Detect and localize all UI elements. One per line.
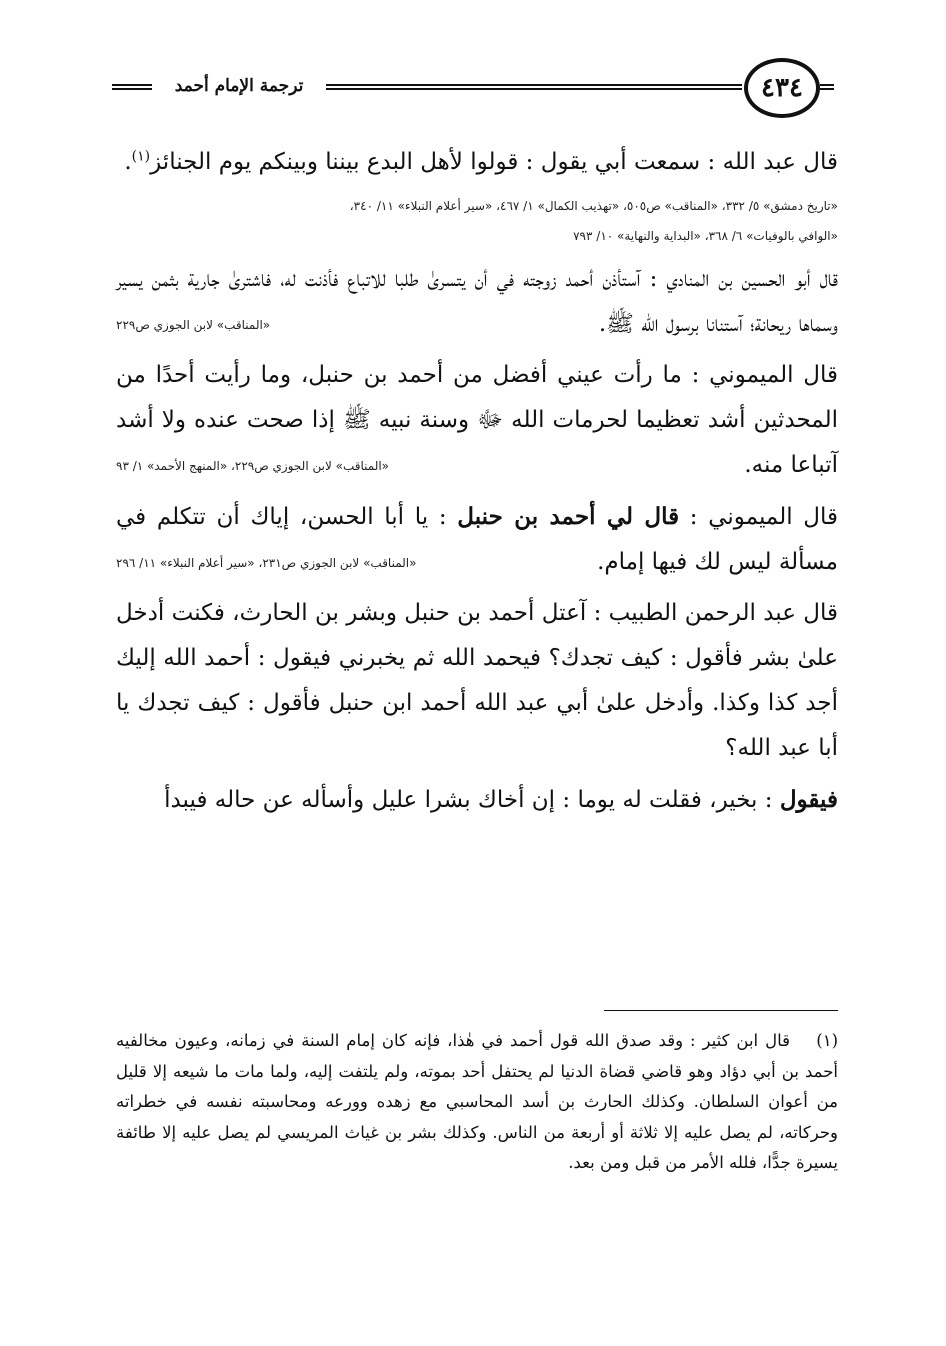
paragraph-text: : بخير، فقلت له يوما : إن أخاك بشرا عليل وأسأله عن حاله فيبدأ — [164, 787, 780, 813]
page-number: ٤٣٤ — [744, 58, 820, 118]
source-citation: «المناقب» لابن الجوزي ص٢٣١، «سير أعلام النبلاء» ١١/ ٢٩٦ — [116, 556, 417, 570]
footnote-number: (١) — [816, 1031, 838, 1050]
paragraph-6 — [116, 777, 838, 823]
paragraph-2 — [116, 257, 838, 347]
source-citation-block — [116, 191, 838, 251]
paragraph-text: قال الميموني : ما رأت عيني أفضل من أحمد بن حنبل، وما رأيت أحدًا من المحدثين أشد تعظيما لحرمات الله ﷻ وسنة نبيه ﷺ إذا صحت عنده ولا أشد آتباعا منه. — [116, 362, 838, 478]
source-line: «تاريخ دمشق» ٥/ ٣٣٢، «المناقب» ص٥٠٥، «تهذيب الكمال» ١/ ٤٦٧، «سير أعلام النبلاء» ١١/ ٣٤٠، — [349, 199, 838, 213]
source-citation: «المناقب» لابن الجوزي ص٢٢٩ — [116, 318, 271, 332]
bold-quote: قال لي أحمد بن حنبل — [457, 503, 680, 530]
source-line: «الوافي بالوفيات» ٦/ ٣٦٨، «البداية والنهاية» ١٠/ ٧٩٣ — [573, 229, 838, 243]
main-text — [116, 140, 838, 829]
paragraph-1 — [116, 140, 838, 185]
header-rule-middle — [326, 84, 742, 90]
paragraph-text: قال عبد الرحمن الطبيب : آعتل أحمد بن حنبل وبشر بن الحارث، فكنت أدخل علىٰ بشر فأقول : كيف تجدك؟ فيحمد الله ثم يخبرني فيقول : أحمد الله إليك أجد كذا وكذا. وأدخل علىٰ أبي عبد الله أحمد ابن حنبل فأقول : كيف تجدك يا أبا عبد الله؟ — [116, 600, 838, 761]
running-title: ترجمة الإمام أحمد — [174, 76, 304, 96]
footnote — [116, 1026, 838, 1179]
paragraph-4 — [116, 494, 838, 585]
paragraph-5 — [116, 591, 838, 771]
paragraph-text: : يا أبا الحسن، إياك أن تتكلم في مسألة ليس لك فيها إمام. — [116, 504, 838, 575]
footnote-text: قال ابن كثير : وقد صدق الله قول أحمد في هٰذا، فإنه كان إمام السنة في زمانه، وعيون مخالفيه أحمد بن أبي دؤاد وهو قاضي قضاة الدنيا لم يحتفل أحد بموته، ولم يلتفت إليه، ولما مات ما شيعه إلا قليل من أعوان السلطان. وكذلك الحارث بن أسد المحاسبي مع زهده وورعه ومحاسبته نفسه في خطراته وحركاته، لم يصل عليه إلا ثلاثة أو أربعة من الناس. وكذلك بشر بن غياث المريسي لم يصل عليه إلا طائفة يسيرة جدًّا، فلله الأمر من قبل ومن بعد. — [116, 1031, 838, 1172]
source-citation: «المناقب» لابن الجوزي ص٢٢٩، «المنهج الأحمد» ١/ ٩٣ — [116, 459, 390, 473]
paragraph-3 — [116, 353, 838, 488]
page-header — [112, 54, 834, 120]
header-rule-right — [820, 84, 834, 90]
bold-word: فيقول — [779, 786, 838, 813]
paragraph-text: قال عبد الله : سمعت أبي يقول : قولوا لأهل البدع بيننا وبينكم يوم الجنائز — [150, 149, 838, 175]
footnote-reference[interactable]: (١) — [131, 148, 151, 165]
paragraph-end: . — [124, 149, 132, 175]
paragraph-text: قال أبو الحسين بن المنادي : آستأذن أحمد زوجته في أن يتسرىٰ طلبا للاتباع فأذنت له، فاشترىٰ جارية بثمن يسير وسماها ريحانة؛ آستنانا برسول الله ﷺ. — [116, 266, 838, 337]
footnote-divider — [604, 1010, 838, 1011]
paragraph-text: قال الميموني : — [679, 504, 839, 530]
header-rule-left — [112, 84, 152, 90]
